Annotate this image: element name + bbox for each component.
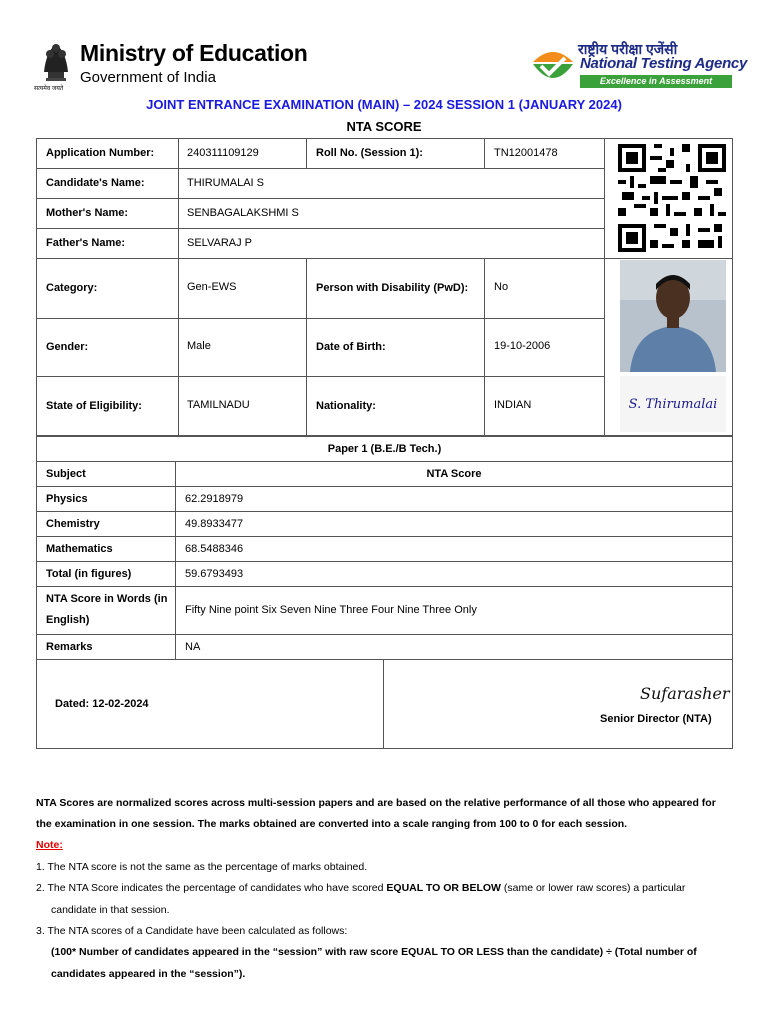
note-2-emphasis: EQUAL TO OR BELOW [386, 882, 501, 894]
nta-hindi-name: राष्ट्रीय परीक्षा एजेंसी [578, 41, 678, 57]
pwd-value: No [494, 281, 509, 293]
gender-label: Gender: [46, 341, 89, 353]
signatory-title: Senior Director (NTA) [600, 713, 712, 725]
score-chemistry: 49.8933477 [185, 517, 244, 530]
application-number-value: 240311109129 [187, 147, 259, 159]
score-total: 59.6793493 [185, 567, 244, 580]
subject-header: Subject [46, 467, 86, 480]
note-3: 3. The NTA scores of a Candidate have been calculated as follows: [36, 925, 348, 937]
director-signature: Sufarasher [640, 684, 730, 703]
candidate-name-label: Candidate's Name: [46, 177, 145, 189]
formula-line2: candidates appeared in the “session”). [51, 968, 246, 980]
nationality-value: INDIAN [494, 399, 532, 411]
ministry-title: Ministry of Education [80, 40, 308, 66]
note-2 [36, 882, 736, 894]
candidate-name-value: THIRUMALAI S [187, 177, 265, 189]
mother-name-value: SENBAGALAKSHMI S [187, 207, 299, 219]
note-1: 1. The NTA score is not the same as the percentage of marks obtained. [36, 861, 368, 873]
state-label: State of Eligibility: [46, 400, 142, 412]
remarks-value: NA [185, 640, 201, 653]
roll-number-label: Roll No. (Session 1): [316, 147, 423, 159]
score-words-label-line1: NTA Score in Words (in [46, 593, 168, 605]
mother-name-label: Mother's Name: [46, 207, 129, 219]
exam-title: JOINT ENTRANCE EXAMINATION (MAIN) – 2024 SESSION 1 (JANUARY 2024) [146, 97, 622, 112]
gender-value: Male [187, 340, 211, 352]
score-title: NTA SCORE [346, 119, 422, 134]
government-subtitle: Government of India [80, 69, 216, 86]
category-label: Category: [46, 282, 98, 294]
score-words-label-line2: English) [46, 614, 90, 626]
score-words-label [46, 586, 174, 634]
note-2-part1: 2. The NTA Score indicates the percentage of candidates who have scored [36, 882, 387, 894]
nta-tagline: Excellence in Assessment [580, 75, 732, 88]
state-value: TAMILNADU [187, 399, 250, 411]
subject-total: Total (in figures) [46, 567, 132, 580]
dated-label: Dated: 12-02-2024 [55, 698, 149, 710]
father-name-label: Father's Name: [46, 237, 126, 249]
note-2-part2: (same or lower raw scores) a particular [500, 882, 686, 894]
nationality-label: Nationality: [316, 400, 376, 412]
dob-value: 19-10-2006 [494, 340, 551, 352]
nta-score-header: NTA Score [426, 467, 482, 480]
category-value: Gen-EWS [187, 281, 237, 293]
score-words-value: Fifty Nine point Six Seven Nine Three Four Nine Three Only [185, 604, 477, 616]
candidate-photo [620, 260, 726, 372]
father-name-value: SELVARAJ P [187, 237, 253, 249]
score-mathematics: 68.5488346 [185, 542, 244, 555]
score-physics: 62.2918979 [185, 492, 244, 505]
remarks-label: Remarks [46, 640, 93, 653]
subject-physics: Physics [46, 492, 88, 505]
subject-mathematics: Mathematics [46, 542, 113, 555]
emblem-motto: सत्यमेव जयते [34, 86, 64, 92]
roll-number-value: TN12001478 [494, 147, 558, 159]
nta-logo-icon [531, 48, 575, 86]
national-emblem-icon [38, 38, 74, 90]
pwd-label: Person with Disability (PwD): [316, 282, 469, 294]
qr-code-icon [618, 144, 726, 252]
formula-line1: (100* Number of candidates appeared in the “session” with raw score EQUAL TO OR LESS than the candidate) ÷ (Total number of [51, 946, 697, 958]
dob-label: Date of Birth: [316, 341, 386, 353]
header [0, 0, 768, 95]
subject-chemistry: Chemistry [46, 517, 100, 530]
candidate-photo-icon [620, 260, 726, 372]
paper-title: Paper 1 (B.E./B Tech.) [327, 442, 442, 455]
note-2-continued: candidate in that session. [51, 904, 170, 916]
note-label: Note: [36, 839, 63, 851]
notes-intro-line1: NTA Scores are normalized scores across multi-session papers and are based on the relative performance of all those who appeared for [36, 797, 716, 809]
candidate-signature: S. Thirumalai [620, 376, 726, 432]
nta-name: National Testing Agency [580, 55, 748, 72]
application-number-label: Application Number: [46, 147, 155, 159]
notes-intro-line2: the examination in one session. The marks obtained are converted into a scale ranging from 100 to 0 for each session. [36, 818, 628, 830]
